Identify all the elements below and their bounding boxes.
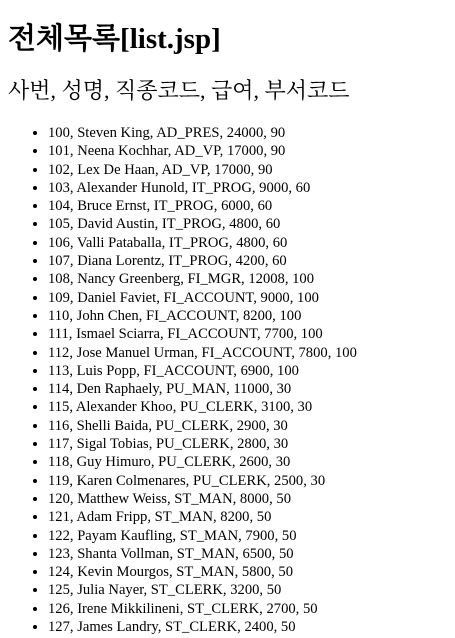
list-item: • 126, Irene Mikkilineni, ST_CLERK, 2700, 50 bbox=[48, 600, 447, 618]
list-item: • 106, Valli Pataballa, IT_PROG, 4800, 60 bbox=[48, 234, 447, 252]
list-item: • 120, Matthew Weiss, ST_MAN, 8000, 50 bbox=[48, 490, 447, 508]
list-item: • 109, Daniel Faviet, FI_ACCOUNT, 9000, 100 bbox=[48, 289, 447, 307]
list-item: • 102, Lex De Haan, AD_VP, 17000, 90 bbox=[48, 161, 447, 179]
list-item: • 124, Kevin Mourgos, ST_MAN, 5800, 50 bbox=[48, 563, 447, 581]
list-item: • 111, Ismael Sciarra, FI_ACCOUNT, 7700, 100 bbox=[48, 325, 447, 343]
list-item: • 107, Diana Lorentz, IT_PROG, 4200, 60 bbox=[48, 252, 447, 270]
list-item: • 103, Alexander Hunold, IT_PROG, 9000, 60 bbox=[48, 179, 447, 197]
list-item: • 112, Jose Manuel Urman, FI_ACCOUNT, 7800, 100 bbox=[48, 344, 447, 362]
list-item: • 121, Adam Fripp, ST_MAN, 8200, 50 bbox=[48, 508, 447, 526]
list-item: • 114, Den Raphaely, PU_MAN, 11000, 30 bbox=[48, 380, 447, 398]
list-item: • 125, Julia Nayer, ST_CLERK, 3200, 50 bbox=[48, 581, 447, 599]
list-item: • 127, James Landry, ST_CLERK, 2400, 50 bbox=[48, 618, 447, 636]
list-item: • 115, Alexander Khoo, PU_CLERK, 3100, 30 bbox=[48, 398, 447, 416]
employee-list bbox=[8, 124, 447, 636]
page-title: 전체목록[list.jsp] bbox=[8, 23, 221, 55]
list-item: • 119, Karen Colmenares, PU_CLERK, 2500, 30 bbox=[48, 472, 447, 490]
list-header: 사번, 성명, 직종코드, 급여, 부서코드 bbox=[8, 78, 350, 103]
list-item: • 122, Payam Kaufling, ST_MAN, 7900, 50 bbox=[48, 527, 447, 545]
list-item: • 108, Nancy Greenberg, FI_MGR, 12008, 100 bbox=[48, 270, 447, 288]
list-item: • 116, Shelli Baida, PU_CLERK, 2900, 30 bbox=[48, 417, 447, 435]
list-item: • 101, Neena Kochhar, AD_VP, 17000, 90 bbox=[48, 142, 447, 160]
list-item: • 123, Shanta Vollman, ST_MAN, 6500, 50 bbox=[48, 545, 447, 563]
list-item: • 100, Steven King, AD_PRES, 24000, 90 bbox=[48, 124, 447, 142]
list-item: • 104, Bruce Ernst, IT_PROG, 6000, 60 bbox=[48, 197, 447, 215]
list-item: • 105, David Austin, IT_PROG, 4800, 60 bbox=[48, 215, 447, 233]
list-item: • 110, John Chen, FI_ACCOUNT, 8200, 100 bbox=[48, 307, 447, 325]
list-item: • 118, Guy Himuro, PU_CLERK, 2600, 30 bbox=[48, 453, 447, 471]
page-content bbox=[0, 21, 455, 636]
list-item: • 117, Sigal Tobias, PU_CLERK, 2800, 30 bbox=[48, 435, 447, 453]
list-item: • 113, Luis Popp, FI_ACCOUNT, 6900, 100 bbox=[48, 362, 447, 380]
